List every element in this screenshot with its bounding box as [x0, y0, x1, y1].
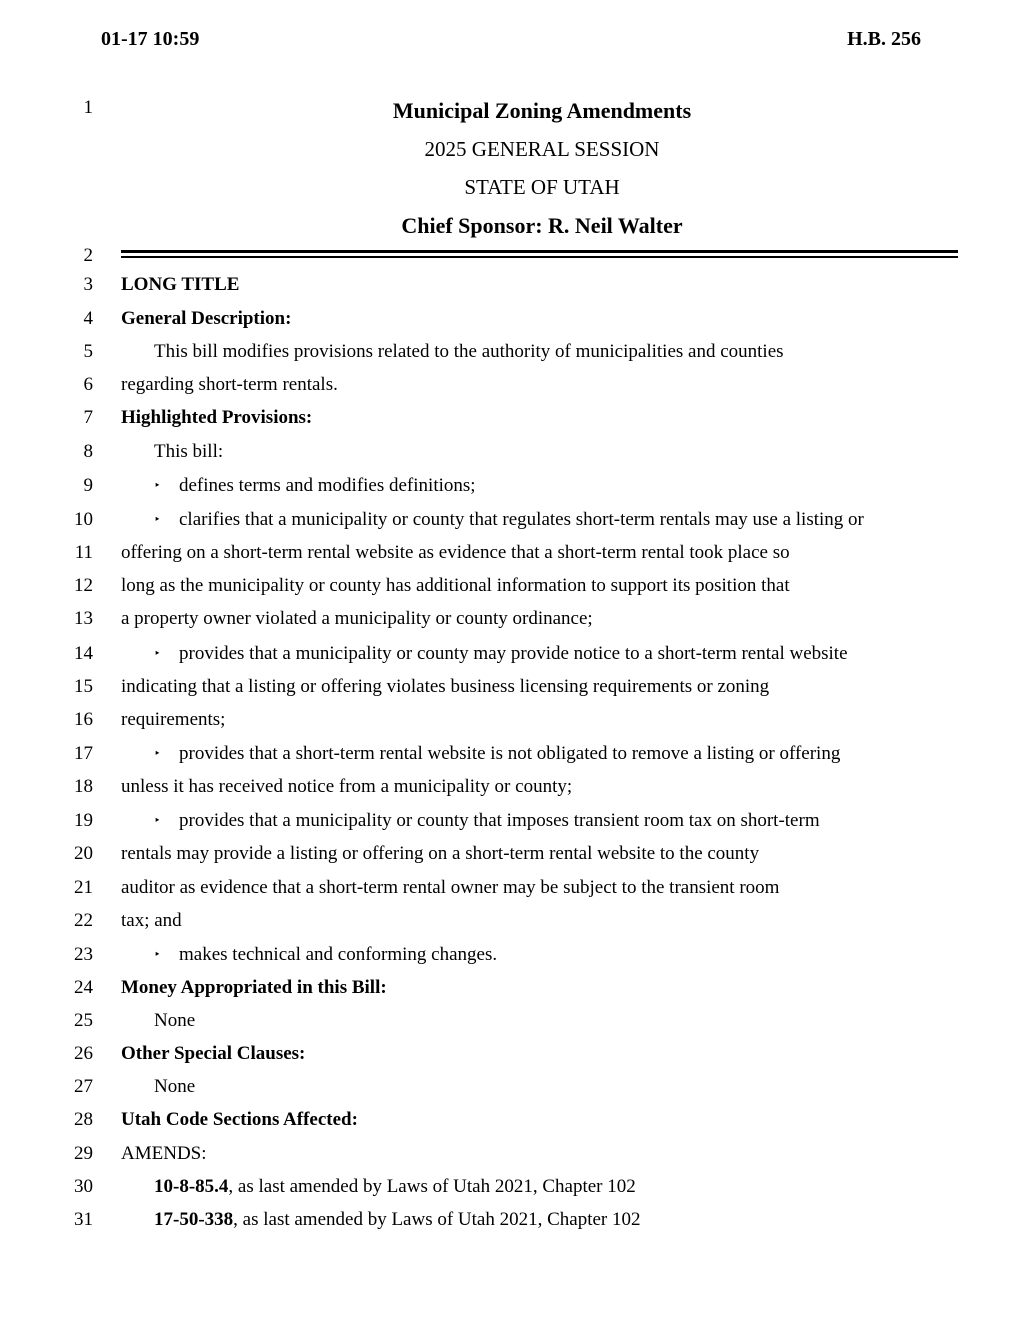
header-timestamp: 01-17 10:59 — [101, 28, 200, 50]
bullet-icon: ‣ — [154, 815, 161, 827]
line-number: 29 — [74, 1143, 93, 1164]
code-section-number: 17-50-338 — [154, 1209, 234, 1230]
provision-text: offering on a short-term rental website as evidence that a short-term rental took place so — [121, 542, 790, 563]
highlighted-provisions-heading: Highlighted Provisions: — [121, 407, 313, 428]
provision-text: requirements; — [121, 709, 226, 730]
state-label: STATE OF UTAH — [464, 175, 620, 199]
code-section-entry — [154, 1176, 636, 1198]
line-number: 7 — [83, 407, 93, 428]
money-appropriated-heading: Money Appropriated in this Bill: — [121, 977, 387, 998]
amends-label: AMENDS: — [121, 1143, 207, 1164]
code-section-text: , as last amended by Laws of Utah 2021, Chapter 102 — [233, 1209, 641, 1230]
provision-text: clarifies that a municipality or county that regulates short-term rentals may use a listing or — [179, 509, 864, 530]
provision-item — [154, 944, 497, 966]
bullet-icon: ‣ — [154, 949, 161, 961]
this-bill-text: This bill: — [154, 441, 224, 462]
money-appropriated-value: None — [154, 1010, 196, 1031]
line-number: 24 — [74, 977, 93, 998]
line-number: 4 — [83, 308, 93, 329]
line-number: 11 — [74, 542, 93, 563]
bullet-icon: ‣ — [154, 514, 161, 526]
code-section-number: 10-8-85.4 — [154, 1176, 229, 1197]
long-title-heading: LONG TITLE — [121, 274, 240, 295]
provision-text: makes technical and conforming changes. — [179, 944, 498, 965]
bill-title: Municipal Zoning Amendments — [392, 98, 692, 123]
provision-text: a property owner violated a municipality or county ordinance; — [121, 608, 593, 629]
special-clauses-heading: Other Special Clauses: — [121, 1043, 306, 1064]
provision-text: unless it has received notice from a municipality or county; — [121, 776, 573, 797]
general-description-heading: General Description: — [121, 308, 292, 329]
line-number: 8 — [83, 441, 93, 462]
bullet-icon: ‣ — [154, 748, 161, 760]
special-clauses-value: None — [154, 1076, 196, 1097]
provision-item — [154, 643, 848, 665]
provision-text: auditor as evidence that a short-term rental owner may be subject to the transient room — [121, 877, 780, 898]
line-number: 23 — [74, 944, 93, 965]
line-number: 3 — [83, 274, 93, 295]
line-number: 26 — [74, 1043, 93, 1064]
provision-item — [154, 743, 840, 765]
bullet-icon: ‣ — [154, 648, 161, 660]
provision-text: rentals may provide a listing or offering on a short-term rental website to the county — [121, 843, 760, 864]
line-number: 16 — [74, 709, 93, 730]
code-section-text: , as last amended by Laws of Utah 2021, Chapter 102 — [228, 1176, 636, 1197]
line-number: 20 — [74, 843, 93, 864]
line-number: 28 — [74, 1109, 93, 1130]
chief-sponsor: Chief Sponsor: R. Neil Walter — [401, 213, 683, 238]
line-number: 25 — [74, 1010, 93, 1031]
line-number: 5 — [83, 341, 93, 362]
description-text: regarding short-term rentals. — [121, 374, 338, 395]
provision-text: defines terms and modifies definitions; — [179, 475, 476, 496]
provision-item — [154, 475, 476, 497]
title-divider — [121, 256, 958, 258]
line-number: 1 — [83, 97, 93, 118]
bullet-icon: ‣ — [154, 480, 161, 492]
line-number: 21 — [74, 877, 93, 898]
line-number: 17 — [74, 743, 93, 764]
line-number: 6 — [83, 374, 93, 395]
session-label: 2025 GENERAL SESSION — [424, 137, 660, 161]
provision-text: long as the municipality or county has additional information to support its position that — [121, 575, 790, 596]
line-number: 31 — [74, 1209, 93, 1230]
provision-item — [154, 509, 864, 531]
line-number: 22 — [74, 910, 93, 931]
line-number: 9 — [83, 475, 93, 496]
line-number: 18 — [74, 776, 93, 797]
code-section-entry — [154, 1209, 641, 1231]
provision-text: provides that a municipality or county may provide notice to a short-term rental website — [179, 643, 848, 664]
provision-item — [154, 810, 820, 832]
provision-text: tax; and — [121, 910, 182, 931]
line-number: 12 — [74, 575, 93, 596]
line-number: 14 — [74, 643, 93, 664]
line-number: 30 — [74, 1176, 93, 1197]
provision-text: provides that a short-term rental website is not obligated to remove a listing or offering — [179, 743, 841, 764]
provision-text: indicating that a listing or offering violates business licensing requirements or zoning — [121, 676, 770, 697]
line-number: 2 — [83, 245, 93, 266]
description-text: This bill modifies provisions related to the authority of municipalities and counties — [154, 341, 784, 362]
line-number: 10 — [74, 509, 93, 530]
line-number: 13 — [74, 608, 93, 629]
title-divider — [121, 250, 958, 253]
line-number: 19 — [74, 810, 93, 831]
provision-text: provides that a municipality or county that imposes transient room tax on short-term — [179, 810, 820, 831]
code-sections-heading: Utah Code Sections Affected: — [121, 1109, 358, 1130]
line-number: 15 — [74, 676, 93, 697]
line-number: 27 — [74, 1076, 93, 1097]
header-bill-number: H.B. 256 — [847, 28, 921, 50]
